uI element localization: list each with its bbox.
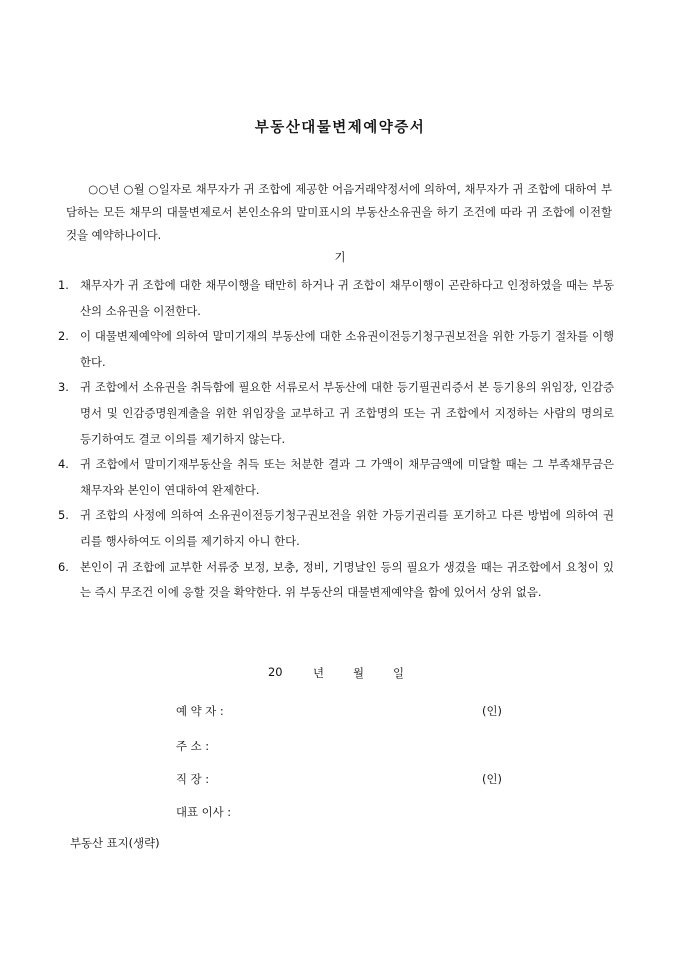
date-day: 일 [393, 666, 405, 680]
term-item-6 [58, 555, 614, 606]
term-number: 1. [58, 278, 69, 292]
term-text: 귀 조합에서 말미기재부동산을 취득 또는 처분한 결과 그 가액이 채무금액에 미달할 때는 그 부족채무금은 채무자와 본인이 연대하여 완제한다. [80, 457, 614, 497]
term-item-2 [58, 324, 614, 375]
seal-mark: (인) [482, 772, 502, 786]
term-item-1 [58, 273, 614, 324]
director-label: 대표 이사 : [176, 805, 232, 819]
term-number: 4. [58, 457, 69, 472]
term-item-3 [58, 375, 614, 452]
document-title: 부동산대물변제예약증서 [254, 120, 426, 136]
term-item-4 [58, 452, 614, 503]
term-text: 귀 조합의 사정에 의하여 소유권이전등기청구권보전을 위한 가등기권리를 포기하고 다른 방법에 의하여 권리를 행사하여도 이의를 제기하지 아니 한다. [80, 508, 614, 548]
workplace-label: 직 장 : [176, 772, 210, 786]
term-number: 6. [58, 559, 69, 574]
gi-heading: 기 [334, 250, 346, 264]
signature-contractor [176, 703, 246, 719]
term-number: 2. [58, 329, 69, 344]
signature-director [176, 804, 246, 820]
term-number: 3. [58, 380, 69, 395]
property-note: 부동산 표지(생략) [70, 836, 160, 850]
date-year-prefix: 20 [268, 665, 283, 679]
seal-mark: (인) [482, 704, 502, 718]
term-text: 귀 조합에서 소유권을 취득함에 필요한 서류로서 부동산에 대한 등기필권리증서 본 등기용의 위임장, 인감증명서 및 인감증명원계출을 위한 위임장을 교부하고 귀 조합명의 또는 귀 조합에서 지정하는 사람의 명의로 등기하여도 결코 이의를 제기하지 않는다. [80, 380, 614, 446]
date-month: 월 [353, 666, 365, 680]
term-number: 5. [58, 508, 69, 523]
term-item-5 [58, 503, 614, 554]
contractor-label: 예 약 자 : [176, 704, 224, 718]
term-text: 이 대물변제예약에 의하여 말미기재의 부동산에 대한 소유권이전등기청구권보전을 위한 가등기 절차를 이행한다. [80, 329, 614, 369]
signature-workplace [176, 771, 246, 787]
terms-list [58, 273, 614, 606]
intro-paragraph [66, 178, 612, 248]
signature-address [176, 738, 246, 754]
term-text: 본인이 귀 조합에 교부한 서류중 보정, 보충, 정비, 기명날인 등의 필요가 생겼을 때는 귀조합에서 요청이 있는 즉시 무조건 이에 응할 것을 확약한다. 위 부동산의 대물변제예약을 함에 있어서 상위 없음. [80, 559, 614, 600]
term-text: 채무자가 귀 조합에 대한 채무이행을 태만히 하거나 귀 조합이 채무이행이 곤란하다고 인정하였을 때는 부동산의 소유권을 이전한다. [80, 278, 614, 318]
intro-text: ○○년 ○월 ○일자로 채무자가 귀 조합에 제공한 어음거래약정서에 의하여, 채무자가 귀 조합에 대하여 부담하는 모든 채무의 대물변제로서 본인소유의 말미표시의 부동산소유권을 하기 조건에 따라 귀 조합에 이전할 것을 예약하나이다. [66, 182, 612, 243]
date-year: 년 [313, 666, 325, 680]
address-label: 주 소 : [176, 739, 210, 753]
